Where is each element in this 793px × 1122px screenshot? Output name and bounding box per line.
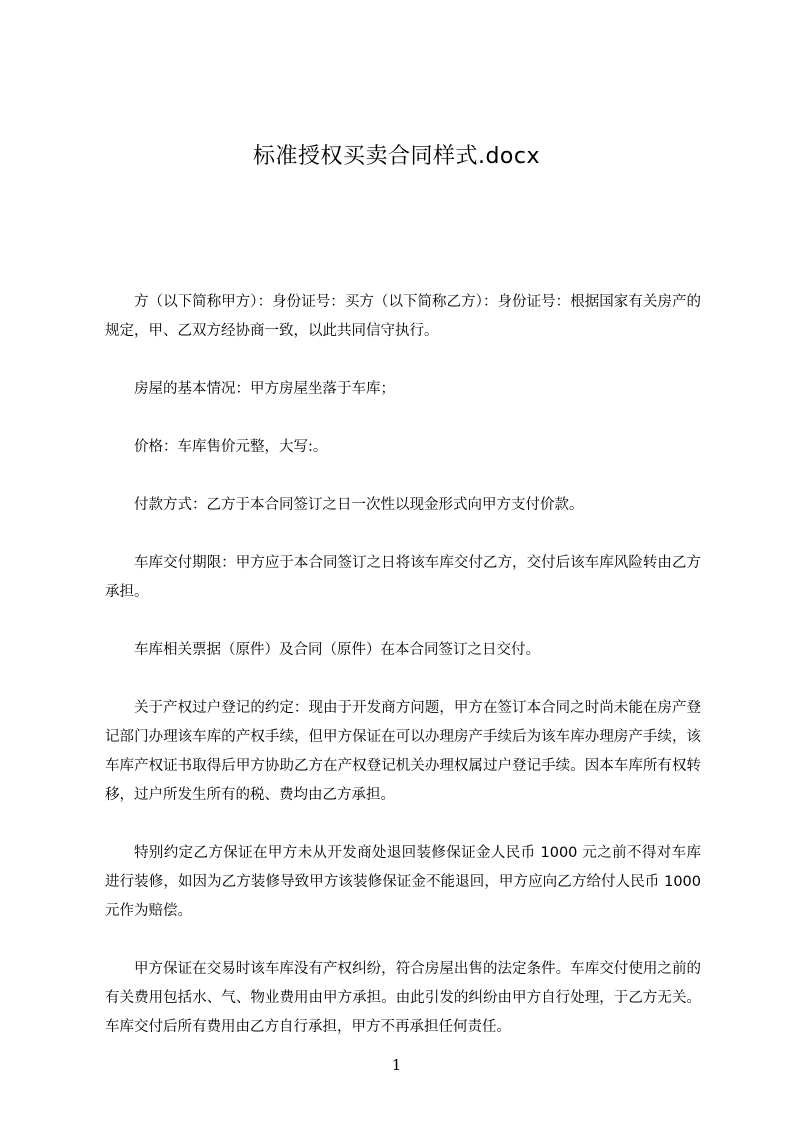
paragraph-guarantee: 甲方保证在交易时该车库没有产权纠纷，符合房屋出售的法定条件。车库交付使用之前的有关费用包括水、气、物业费用由甲方承担。由此引发的纠纷由甲方自行处理，于乙方无关。车库交付后所有费用由乙方自行承担，甲方不再承担任何责任。 bbox=[105, 961, 701, 1035]
paragraph-payment: 付款方式：乙方于本合同签订之日一次性以现金形式向甲方支付价款。 bbox=[134, 497, 584, 513]
paragraph-delivery-term: 车库交付期限：甲方应于本合同签订之日将该车库交付乙方，交付后该车库风险转由乙方承担。 bbox=[105, 555, 701, 600]
paragraph-title-transfer: 关于产权过户登记的约定：现由于开发商方问题，甲方在签订本合同之时尚未能在房产登记部门办理该车库的产权手续，但甲方保证在可以办理房产手续后为该车库办理房产手续，该车库产权证书取得后甲方协助乙方在产权登记机关办理权属过户登记手续。因本车库所有权转移，过户所发生所有的税、费均由乙方承担。 bbox=[105, 700, 701, 803]
paragraph-price: 价格：车库售价元整，大写:。 bbox=[134, 439, 328, 455]
paragraph-property-info: 房屋的基本情况：甲方房屋坐落于车库； bbox=[134, 381, 395, 397]
paragraph-documents: 车库相关票据（原件）及合同（原件）在本合同签订之日交付。 bbox=[134, 642, 540, 658]
page-number: 1 bbox=[391, 1056, 402, 1074]
paragraph-special-agreement: 特别约定乙方保证在甲方未从开发商处退回装修保证金人民币 1000 元之前不得对车库进行装修，如因为乙方装修导致甲方该装修保证金不能退回，甲方应向乙方给付人民币 1000 元作为赔偿。 bbox=[105, 845, 701, 919]
document-title: 标准授权买卖合同样式.docx bbox=[252, 144, 541, 169]
paragraph-parties: 方（以下简称甲方）：身份证号：买方（以下简称乙方）：身份证号：根据国家有关房产的规定，甲、乙双方经协商一致，以此共同信守执行。 bbox=[105, 294, 701, 339]
document-body bbox=[105, 288, 701, 1071]
